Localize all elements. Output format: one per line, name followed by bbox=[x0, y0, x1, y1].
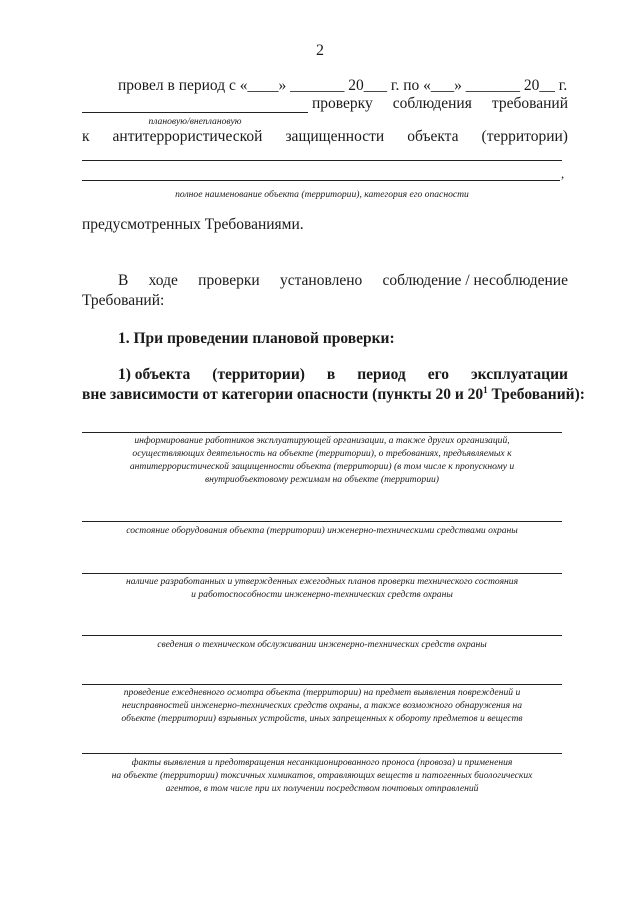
intro-line-3 bbox=[82, 128, 568, 146]
caption-line: наличие разработанных и утвержденных ежегодных планов проверки технического состояния bbox=[125, 576, 519, 587]
subsection-text-end: Требований): bbox=[487, 386, 585, 404]
word: в bbox=[326, 366, 336, 383]
word: проверку bbox=[312, 95, 373, 112]
field-caption bbox=[82, 524, 562, 537]
caption-line: осуществляющих деятельность на объекте (территории), о требованиях, предъявляемых к bbox=[132, 448, 512, 459]
inspection-period-line: провел в период с «____» _______ 20___ г. по «___» _______ 20__ г. bbox=[118, 77, 568, 94]
field-caption bbox=[82, 638, 562, 651]
field-caption bbox=[82, 575, 562, 601]
caption-line: факты выявления и предотвращения несанкционированного проноса (провоза) и применения bbox=[131, 757, 513, 768]
word: соблюдение / несоблюдение bbox=[382, 272, 568, 289]
caption-line: антитеррористической защищенности объекта (территории) (в том числе к пропускному и bbox=[129, 461, 515, 472]
comma: , bbox=[561, 166, 565, 181]
word: защищенности bbox=[285, 128, 385, 145]
object-name-blank-1 bbox=[82, 160, 562, 161]
finding-line-2: Требований: bbox=[82, 292, 165, 309]
caption-line: на объекте (территории) токсичных химикатов, отравляющих веществ и патогенных биологических bbox=[111, 770, 533, 781]
word: объекта bbox=[407, 128, 459, 145]
section-heading: 1. При проведении плановой проверки: bbox=[118, 330, 395, 347]
subsection-text: вне зависимости от категории опасности (пункты 20 и 20 bbox=[82, 386, 484, 404]
field-blank bbox=[82, 635, 562, 636]
field-blank bbox=[82, 573, 562, 574]
subsection-line-1 bbox=[118, 366, 568, 384]
object-name-blank-2 bbox=[82, 180, 560, 181]
intro-line-4: предусмотренных Требованиями. bbox=[82, 216, 304, 233]
caption-inspection-type: плановую/внеплановую bbox=[148, 116, 242, 127]
field-blank bbox=[82, 753, 562, 754]
superscript: 1 bbox=[483, 385, 488, 395]
word: период bbox=[357, 366, 406, 383]
word: 1) объекта bbox=[118, 366, 191, 383]
field-caption bbox=[82, 756, 562, 795]
field-caption bbox=[82, 686, 562, 725]
finding-line-1 bbox=[118, 272, 568, 290]
field-blank bbox=[82, 432, 562, 433]
caption-line: объекте (территории) взрывных устройств, иных запрещенных к обороту предметов и веществ bbox=[121, 713, 523, 724]
field-blank bbox=[82, 684, 562, 685]
field-caption bbox=[82, 434, 562, 486]
caption-line: внутриобъектовому режимам на объекте (территории) bbox=[205, 474, 439, 485]
word: (территории) bbox=[481, 128, 568, 145]
word: В bbox=[118, 272, 129, 289]
intro-line-2 bbox=[312, 95, 568, 113]
field-blank bbox=[82, 521, 562, 522]
caption-line: агентов, в том числе при их получении посредством почтовых отправлений bbox=[165, 783, 479, 794]
caption-line: проведение ежедневного осмотра объекта (территории) на предмет выявления повреждений и bbox=[123, 687, 521, 698]
word: ходе bbox=[148, 272, 178, 289]
word: требований bbox=[491, 95, 568, 112]
word: (территории) bbox=[212, 366, 305, 383]
subsection-line-2 bbox=[82, 385, 585, 404]
caption-line: и работоспособности инженерно-технических средств охраны bbox=[191, 589, 453, 600]
caption-line: неисправностей инженерно-технических средств охраны, а также возможного обнаружения на bbox=[121, 700, 523, 711]
caption-line: состояние оборудования объекта (территории) инженерно-техническими средствами охраны bbox=[126, 525, 518, 536]
page-number: 2 bbox=[316, 42, 324, 59]
word: эксплуатации bbox=[470, 366, 568, 383]
word: соблюдения bbox=[392, 95, 472, 112]
word: его bbox=[427, 366, 450, 383]
word: установлено bbox=[279, 272, 363, 289]
inspection-type-blank bbox=[82, 112, 308, 113]
caption-line: сведения о техническом обслуживании инженерно-технических средств охраны bbox=[157, 639, 487, 650]
caption-object-name: полное наименование объекта (территории), категория его опасности bbox=[175, 189, 469, 200]
word: к bbox=[82, 128, 90, 145]
word: антитеррористической bbox=[112, 128, 263, 145]
word: проверки bbox=[198, 272, 260, 289]
caption-line: информирование работников эксплуатирующей организации, а также других организаций, bbox=[134, 435, 510, 446]
